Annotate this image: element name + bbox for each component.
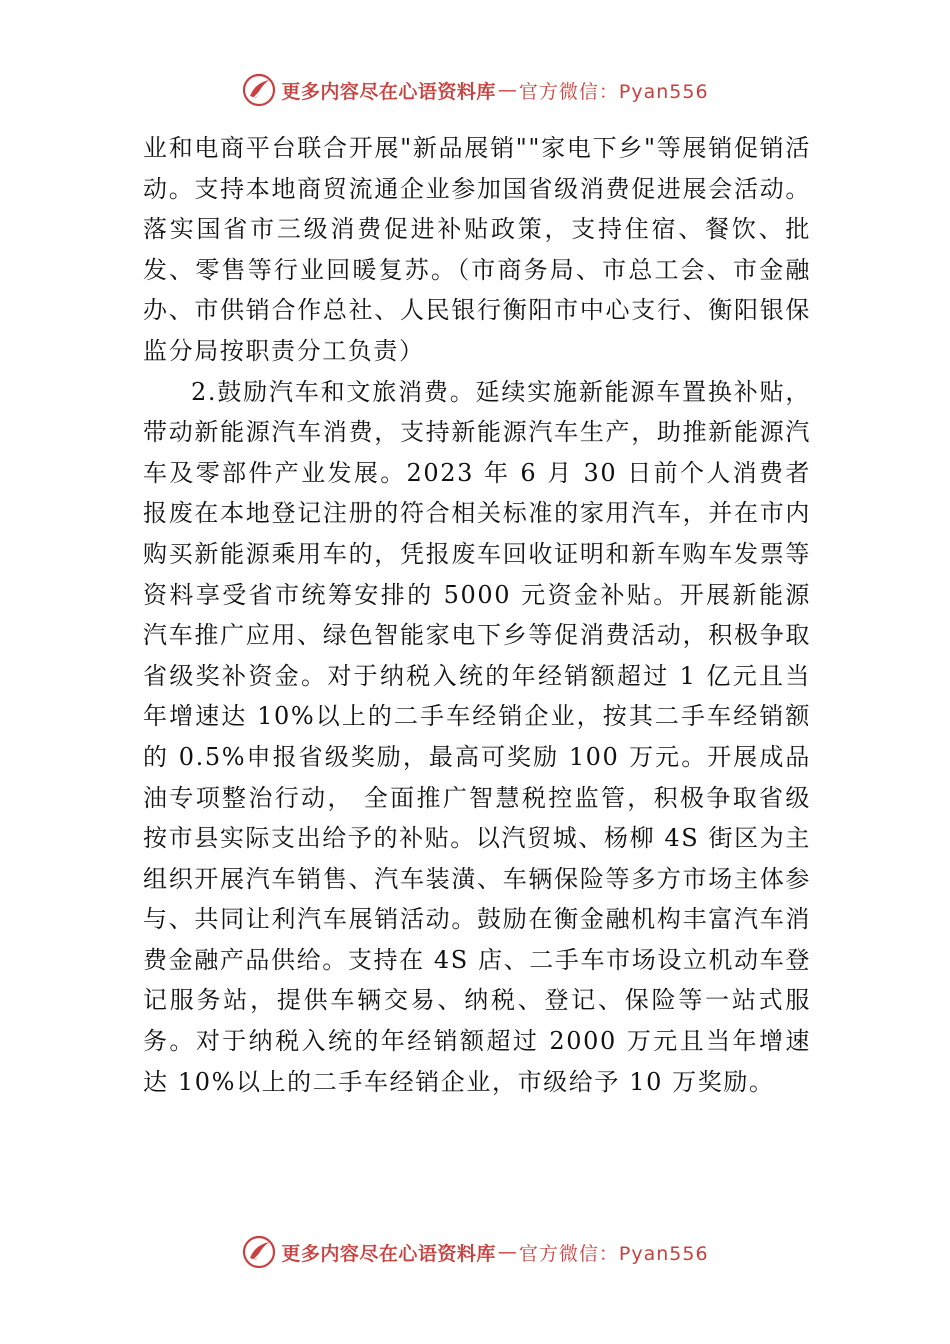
header-wechat-text: 官方微信：Pyan556 [518,80,709,103]
paragraph-continuation: 业和电商平台联合开展"新品展销""家电下乡"等展销促销活动。支持本地商贸流通企业参加国省级消费促进展会活动。 落实国省市三级消费促进补贴政策，支持住宿、餐饮、批发、零售等行业回暖复苏。（市商务局、市总工会、市金融办、市供销合作总社、人民银行衡阳市中心支行、衡阳银保监分局按职责分工负责） [143,134,811,365]
logo-icon [241,1234,277,1270]
paragraph-auto-tourism-consumption: 2.鼓励汽车和文旅消费。延续实施新能源车置换补贴，带动新能源汽车消费，支持新能源汽车生产，助推新能源汽车及零部件产业发展。2023 年 6 月 30 日前个人消费者报废在本地登记注册的符合相关标准的家用汽车，并在市内购买新能源乘用车的，凭报废车回收证明和新车购车发票等资料享受省市统筹安排的 5000 元资金补贴。开展新能源汽车推广应用、绿色智能家电下乡等促消费活动，积极争取省级奖补资金。对于纳税入统的年经销额超过 1 亿元且当年增速达 10%以上的二手车经销企业，按其二手车经销额的 0.5%申报省级奖励，最高可奖励 100 万元。开展成品油专项整治行动， 全面推广智慧税控监管，积极争取省级按市县实际支出给予的补贴。以汽贸城、杨柳 4S 街区为主组织开展汽车销售、汽车装潢、车辆保险等多方市场主体参与、共同让利汽车展销活动。鼓励在衡金融机构丰富汽车消费金融产品供给。支持在 4S 店、二手车市场设立机动车登记服务站，提供车辆交易、纳税、登记、保险等一站式服务。对于纳税入统的年经销额超过 2000 万元且当年增速达 10%以上的二手车经销企业，市级给予 10 万奖励。 [143,377,811,1096]
footer-banner [0,1232,950,1272]
document-body [143,128,811,1102]
header-brand-text: 更多内容尽在心语资料库 [281,80,496,103]
logo-icon [241,72,277,108]
footer-brand-text: 更多内容尽在心语资料库 [281,1242,496,1265]
header-separator: — [497,79,517,101]
footer-wechat-text: 官方微信：Pyan556 [518,1242,709,1265]
footer-separator: — [497,1241,517,1263]
header-banner [0,70,950,110]
